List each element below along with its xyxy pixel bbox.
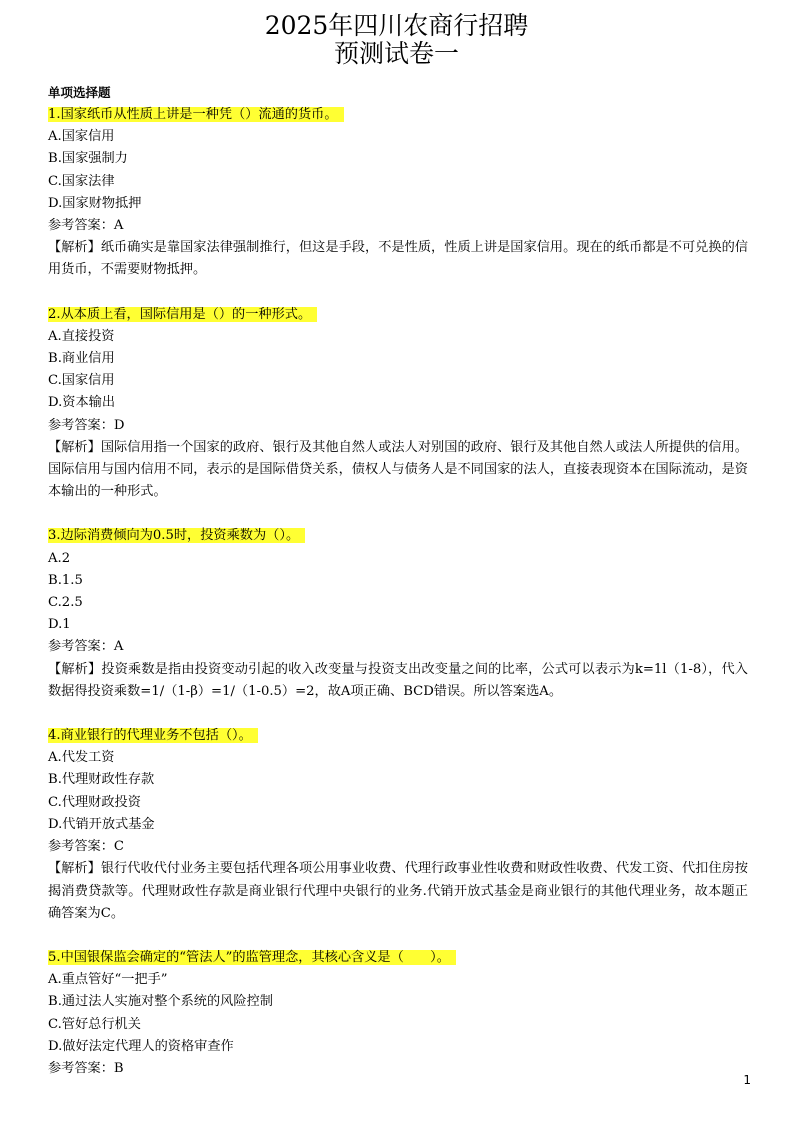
answer: 参考答案：A bbox=[48, 218, 124, 234]
option-a: A.重点管好“一把手” bbox=[48, 972, 168, 988]
question-stem: 3.边际消费倾向为0.5时，投资乘数为（）。 bbox=[48, 528, 305, 543]
explanation: 【解析】纸币确实是靠国家法律强制推行，但这是手段，不是性质，性质上讲是国家信用。现在的纸币都是不可兑换的信用货币，不需要财物抵押。 bbox=[48, 240, 748, 278]
option-b: B.国家强制力 bbox=[48, 151, 128, 167]
question-5 bbox=[48, 947, 748, 1080]
answer: 参考答案：B bbox=[48, 1060, 124, 1076]
question-stem: 4.商业银行的代理业务不包括（）。 bbox=[48, 728, 258, 743]
option-d: D.代销开放式基金 bbox=[48, 816, 155, 832]
option-c: C.国家信用 bbox=[48, 373, 115, 389]
explanation: 【解析】银行代收代付业务主要包括代理各项公用事业收费、代理行政事业性收费和财政性收费、代发工资、代扣住房按揭消费贷款等。代理财政性存款是商业银行代理中央银行的业务.代销开放式基金是商业银行的其他代理业务，故本题正确答案为C。 bbox=[48, 861, 748, 921]
option-a: A.国家信用 bbox=[48, 129, 115, 145]
page-number: 1 bbox=[743, 1073, 751, 1087]
option-c: C.国家法律 bbox=[48, 173, 115, 189]
question-stem: 5.中国银保监会确定的“管法人”的监管理念，其核心含义是（ ）。 bbox=[48, 950, 456, 965]
option-b: B.商业信用 bbox=[48, 351, 115, 367]
explanation: 【解析】投资乘数是指由投资变动引起的收入改变量与投资支出改变量之间的比率，公式可以表示为k=1l（1-8），代入数据得投资乘数=1/（1-β）=1/（1-0.5）=2，故A项正确、BCD错误。所以答案选A。 bbox=[48, 661, 748, 699]
document-title-line2: 预测试卷一 bbox=[333, 39, 459, 68]
option-c: C.管好总行机关 bbox=[48, 1016, 141, 1032]
option-a: A.代发工资 bbox=[48, 750, 115, 766]
answer: 参考答案：A bbox=[48, 639, 124, 655]
question-4 bbox=[48, 725, 748, 925]
option-b: B.通过法人实施对整个系统的风险控制 bbox=[48, 994, 273, 1010]
option-c: C.2.5 bbox=[48, 595, 83, 611]
section-heading: 单项选择题 bbox=[48, 85, 111, 100]
option-b: B.1.5 bbox=[48, 572, 83, 588]
option-d: D.做好法定代理人的资格审查作 bbox=[48, 1038, 234, 1054]
question-1 bbox=[48, 104, 748, 282]
question-stem: 2.从本质上看，国际信用是（）的一种形式。 bbox=[48, 307, 317, 322]
question-2 bbox=[48, 304, 748, 504]
question-stem: 1.国家纸币从性质上讲是一种凭（）流通的货币。 bbox=[48, 107, 344, 122]
option-d: D.资本输出 bbox=[48, 395, 116, 411]
document-title-line1: 2025年四川农商行招聘 bbox=[264, 11, 529, 40]
question-3 bbox=[48, 525, 748, 703]
answer: 参考答案：C bbox=[48, 839, 125, 855]
question-list bbox=[48, 104, 748, 1102]
option-a: A.2 bbox=[48, 550, 71, 566]
answer: 参考答案：D bbox=[48, 417, 125, 433]
option-c: C.代理财政投资 bbox=[48, 794, 141, 810]
explanation: 【解析】国际信用指一个国家的政府、银行及其他自然人或法人对别国的政府、银行及其他自然人或法人所提供的信用。国际信用与国内信用不同，表示的是国际借贷关系，债权人与债务人是不同国家的法人，直接表现资本在国际流动，是资本输出的一种形式。 bbox=[48, 439, 748, 500]
option-d: D.国家财物抵押 bbox=[48, 195, 142, 211]
option-b: B.代理财政性存款 bbox=[48, 772, 155, 788]
option-d: D.1 bbox=[48, 617, 71, 633]
option-a: A.直接投资 bbox=[48, 328, 115, 344]
